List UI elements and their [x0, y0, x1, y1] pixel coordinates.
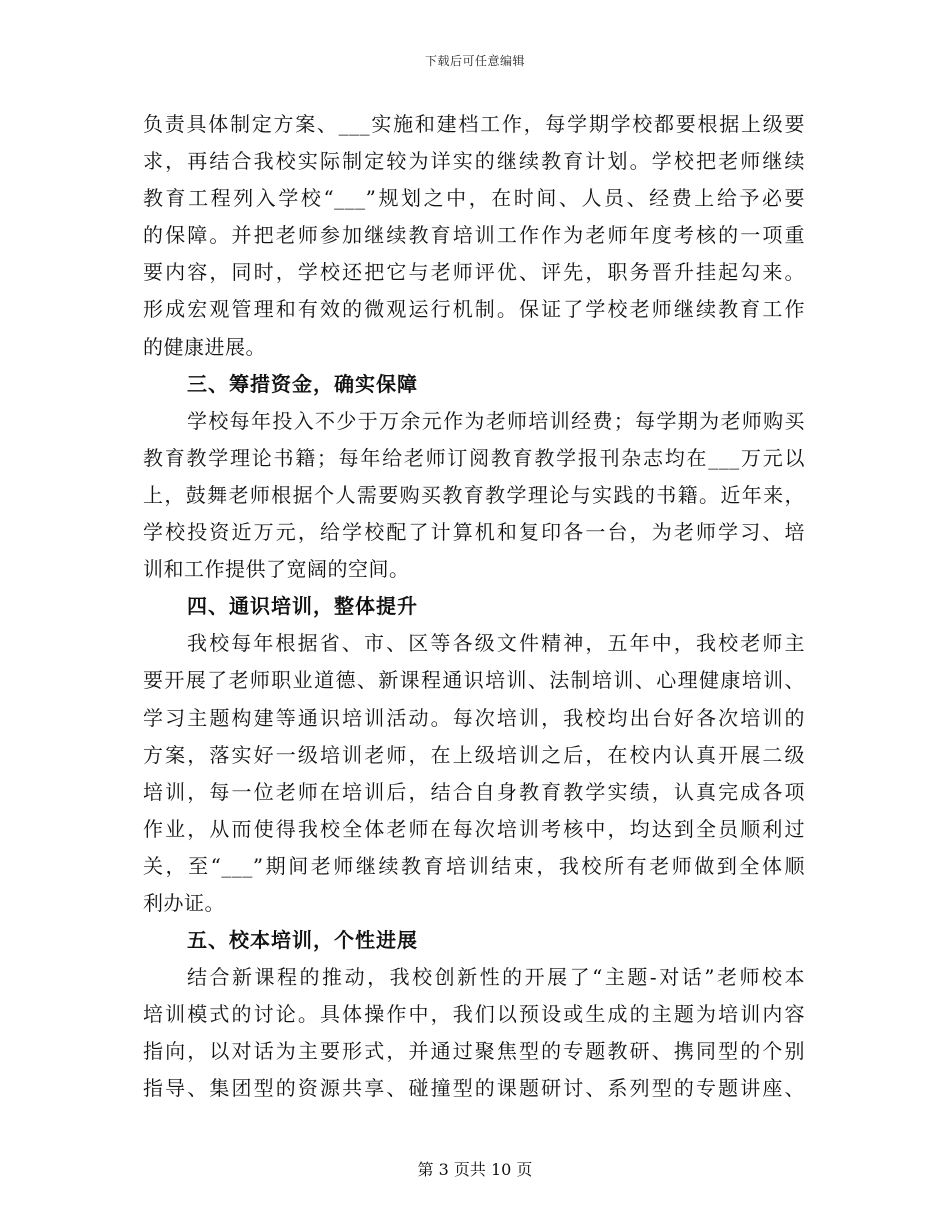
body-line: 利办证。 — [143, 890, 225, 915]
body-line: 求，再结合我校实际制定较为详实的继续教育计划。学校把老师继续 — [143, 149, 805, 174]
body-line: 作业，从而使得我校全体老师在每次培训考核中，均达到全员顺利过 — [143, 816, 805, 841]
body-line: 学习主题构建等通识培训活动。每次培训，我校均出台好各次培训的 — [143, 705, 805, 730]
body-line: 上，鼓舞老师根据个人需要购买教育教学理论与实践的书籍。近年来， — [143, 482, 805, 507]
body-line: 教育教学理论书籍；每年给老师订阅教育教学报刊杂志均在___万元以 — [143, 445, 805, 470]
body-line: 培训模式的讨论。具体操作中，我们以预设或生成的主题为培训内容 — [143, 1002, 805, 1027]
body-line: 负责具体制定方案、___实施和建档工作，每学期学校都要根据上级要 — [143, 112, 805, 136]
body-line: 要开展了老师职业道德、新课程通识培训、法制培训、心理健康培训、 — [143, 668, 805, 693]
document-body — [143, 106, 805, 1108]
body-line: 的保障。并把老师参加继续教育培训工作作为老师年度考核的一项重 — [143, 223, 805, 248]
body-line: 学校每年投入不少于万余元作为老师培训经费；每学期为老师购买 — [187, 408, 805, 433]
page-header: 下载后可任意编辑 — [424, 54, 525, 68]
page-footer: 第 3 页共 10 页 — [417, 1160, 533, 1179]
body-line: 方案，落实好一级培训老师，在上级培训之后，在校内认真开展二级 — [143, 742, 805, 767]
body-line: 关，至“___”期间老师继续教育培训结束，我校所有老师做到全体顺 — [143, 853, 805, 878]
body-line: 学校投资近万元，给学校配了计算机和复印各一台，为老师学习、培 — [143, 520, 805, 545]
body-line: 指导、集团型的资源共享、碰撞型的课题研讨、系列型的专题讲座、 — [143, 1076, 805, 1101]
body-line: 教育工程列入学校“___”规划之中，在时间、人员、经费上给予必要 — [143, 186, 805, 211]
section-heading: 五、校本培训，个性进展 — [187, 928, 418, 953]
body-line: 的健康进展。 — [143, 334, 266, 359]
section-heading: 三、筹措资金，确实保障 — [187, 371, 418, 396]
body-line: 结合新课程的推动，我校创新性的开展了“主题-对话”老师校本 — [187, 965, 805, 990]
body-line: 培训，每一位老师在培训后，结合自身教育教学实绩，认真完成各项 — [143, 779, 805, 804]
section-heading: 四、通识培训，整体提升 — [187, 594, 418, 619]
body-line: 要内容，同时，学校还把它与老师评优、评先，职务晋升挂起勾来。 — [143, 260, 805, 285]
body-line: 指向，以对话为主要形式，并通过聚焦型的专题教研、携同型的个别 — [143, 1039, 805, 1064]
body-line: 我校每年根据省、市、区等各级文件精神，五年中，我校老师主 — [187, 631, 805, 656]
body-line: 形成宏观管理和有效的微观运行机制。保证了学校老师继续教育工作 — [143, 297, 805, 322]
body-line: 训和工作提供了宽阔的空间。 — [143, 557, 410, 582]
